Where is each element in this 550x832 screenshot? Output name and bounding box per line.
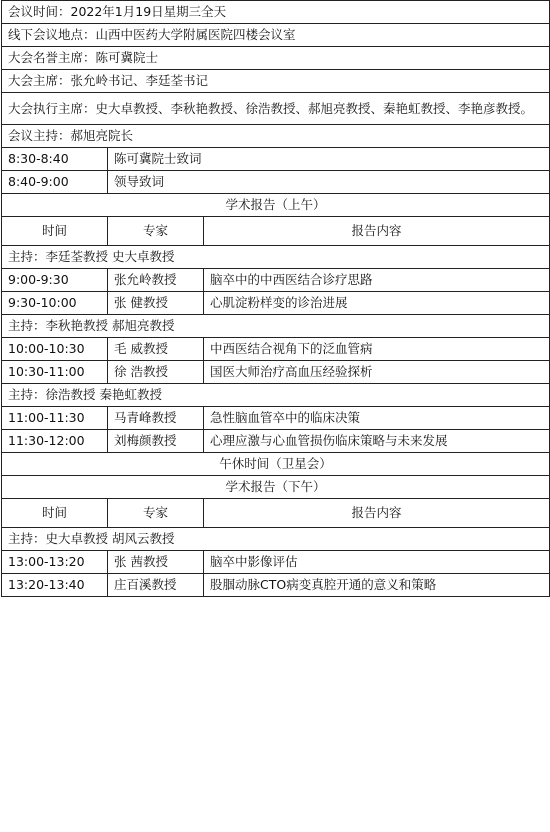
opening-time: 8:40-9:00: [2, 171, 108, 194]
column-header-expert: 专家: [108, 217, 204, 246]
talk-row: [2, 574, 550, 597]
talk-row: [2, 430, 550, 453]
info-row-honorary-chair: [2, 47, 550, 70]
talk-content: 股腘动脉CTO病变真腔开通的意义和策略: [204, 574, 550, 597]
afternoon-section-title: 学术报告（下午）: [2, 476, 550, 499]
afternoon-title-row: [2, 476, 550, 499]
talk-expert: 刘梅颜教授: [108, 430, 204, 453]
talk-content: 中西医结合视角下的泛血管病: [204, 338, 550, 361]
talk-row: [2, 551, 550, 574]
talk-content: 急性脑血管卒中的临床决策: [204, 407, 550, 430]
talk-time: 13:00-13:20: [2, 551, 108, 574]
session-host: 主持：李廷荃教授 史大卓教授: [2, 246, 550, 269]
opening-content: 领导致词: [108, 171, 550, 194]
talk-content: 心肌淀粉样变的诊治进展: [204, 292, 550, 315]
column-header-expert: 专家: [108, 499, 204, 528]
opening-row: [2, 148, 550, 171]
talk-time: 13:20-13:40: [2, 574, 108, 597]
lunch-break: 午休时间（卫星会）: [2, 453, 550, 476]
morning-section-title: 学术报告（上午）: [2, 194, 550, 217]
column-header-time: 时间: [2, 499, 108, 528]
session-host: 主持：徐浩教授 秦艳虹教授: [2, 384, 550, 407]
opening-time: 8:30-8:40: [2, 148, 108, 171]
talk-content: 心理应激与心血管损伤临床策略与未来发展: [204, 430, 550, 453]
executive-chair: 大会执行主席：史大卓教授、李秋艳教授、徐浩教授、郝旭亮教授、秦艳虹教授、李艳彦教授。: [2, 93, 550, 125]
talk-row: [2, 338, 550, 361]
talk-row: [2, 361, 550, 384]
opening-content: 陈可冀院士致词: [108, 148, 550, 171]
info-row-executive-chair: [2, 93, 550, 125]
talk-content: 脑卒中影像评估: [204, 551, 550, 574]
talk-row: [2, 292, 550, 315]
session-host-row: [2, 246, 550, 269]
column-header-content: 报告内容: [204, 217, 550, 246]
info-row-host: [2, 125, 550, 148]
afternoon-header-row: [2, 499, 550, 528]
morning-title-row: [2, 194, 550, 217]
session-host: 主持：李秋艳教授 郝旭亮教授: [2, 315, 550, 338]
talk-time: 11:00-11:30: [2, 407, 108, 430]
info-row-venue: [2, 24, 550, 47]
info-row-chair: [2, 70, 550, 93]
info-row-time: [2, 1, 550, 24]
meeting-venue: 线下会议地点：山西中医药大学附属医院四楼会议室: [2, 24, 550, 47]
meeting-host: 会议主持：郝旭亮院长: [2, 125, 550, 148]
column-header-time: 时间: [2, 217, 108, 246]
session-host: 主持：史大卓教授 胡风云教授: [2, 528, 550, 551]
session-host-row: [2, 528, 550, 551]
opening-row: [2, 171, 550, 194]
talk-time: 9:00-9:30: [2, 269, 108, 292]
talk-row: [2, 269, 550, 292]
talk-expert: 徐 浩教授: [108, 361, 204, 384]
honorary-chair: 大会名誉主席：陈可冀院士: [2, 47, 550, 70]
talk-expert: 庄百溪教授: [108, 574, 204, 597]
agenda-table: [1, 0, 550, 597]
meeting-time: 会议时间：2022年1月19日星期三全天: [2, 1, 550, 24]
conference-chair: 大会主席：张允岭书记、李廷荃书记: [2, 70, 550, 93]
session-host-row: [2, 315, 550, 338]
lunch-row: [2, 453, 550, 476]
morning-header-row: [2, 217, 550, 246]
talk-time: 9:30-10:00: [2, 292, 108, 315]
talk-expert: 张 健教授: [108, 292, 204, 315]
talk-time: 10:30-11:00: [2, 361, 108, 384]
talk-expert: 张 茜教授: [108, 551, 204, 574]
talk-time: 10:00-10:30: [2, 338, 108, 361]
talk-content: 脑卒中的中西医结合诊疗思路: [204, 269, 550, 292]
talk-expert: 毛 威教授: [108, 338, 204, 361]
talk-content: 国医大师治疗高血压经验探析: [204, 361, 550, 384]
column-header-content: 报告内容: [204, 499, 550, 528]
talk-expert: 张允岭教授: [108, 269, 204, 292]
talk-expert: 马青峰教授: [108, 407, 204, 430]
session-host-row: [2, 384, 550, 407]
talk-row: [2, 407, 550, 430]
talk-time: 11:30-12:00: [2, 430, 108, 453]
